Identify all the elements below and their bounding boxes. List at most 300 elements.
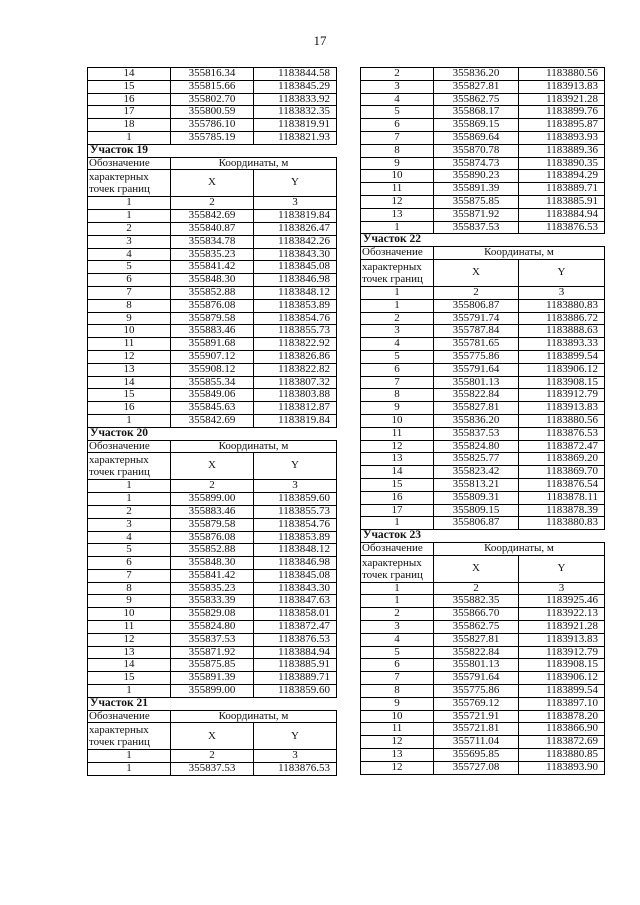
point-number: 11 <box>361 183 434 196</box>
table-row <box>361 440 605 453</box>
column-number: 1 <box>361 582 434 595</box>
point-number: 11 <box>361 723 434 736</box>
point-number: 1 <box>88 414 171 427</box>
coordinate-x: 355711.04 <box>434 736 519 749</box>
coordinate-y: 1183880.83 <box>519 299 605 312</box>
table-row <box>361 93 605 106</box>
coordinate-x: 355849.06 <box>171 389 254 402</box>
x-column-header: X <box>434 555 519 582</box>
coordinate-x: 355822.84 <box>434 646 519 659</box>
table-row <box>361 453 605 466</box>
point-number: 13 <box>361 208 434 221</box>
table-row <box>88 557 337 570</box>
coordinate-y: 1183855.73 <box>254 505 337 518</box>
coordinate-y: 1183819.91 <box>254 119 337 132</box>
coordinate-y: 1183866.90 <box>519 723 605 736</box>
table-row <box>88 518 337 531</box>
coordinate-x: 355890.23 <box>434 170 519 183</box>
coordinate-x: 355775.86 <box>434 350 519 363</box>
coordinate-y: 1183846.98 <box>254 557 337 570</box>
coordinate-x: 355801.13 <box>434 659 519 672</box>
point-number: 7 <box>88 569 171 582</box>
coordinate-x: 355775.86 <box>434 685 519 698</box>
table-row <box>361 414 605 427</box>
coordinate-x: 355869.15 <box>434 119 519 132</box>
coordinate-y: 1183889.71 <box>519 183 605 196</box>
coordinate-y: 1183908.15 <box>519 376 605 389</box>
column-number: 2 <box>171 197 254 210</box>
point-number: 10 <box>361 170 434 183</box>
coordinate-x: 355866.70 <box>434 608 519 621</box>
designation-header: Обозначение <box>88 157 171 170</box>
coordinate-y: 1183876.54 <box>519 478 605 491</box>
y-column-header: Y <box>519 555 605 582</box>
point-number: 12 <box>361 761 434 774</box>
coordinate-x: 355899.00 <box>171 493 254 506</box>
section-title-row <box>361 234 605 247</box>
coordinate-y: 1183853.89 <box>254 299 337 312</box>
point-number: 1 <box>88 685 171 698</box>
table-row <box>88 80 337 93</box>
y-column-header: Y <box>254 723 337 750</box>
right-column <box>360 67 605 775</box>
coordinate-x: 355813.21 <box>434 478 519 491</box>
table-row <box>88 402 337 415</box>
table-row <box>88 621 337 634</box>
table-row <box>361 621 605 634</box>
coordinate-y: 1183876.53 <box>519 221 605 234</box>
coordinate-x: 355835.23 <box>171 582 254 595</box>
coordinate-x: 355695.85 <box>434 749 519 762</box>
coordinate-y: 1183884.94 <box>519 208 605 221</box>
coordinate-x: 355833.39 <box>171 595 254 608</box>
table-row <box>361 736 605 749</box>
column-number: 3 <box>254 197 337 210</box>
point-number: 5 <box>88 544 171 557</box>
table-row <box>361 504 605 517</box>
table-row <box>361 761 605 774</box>
column-number: 2 <box>171 480 254 493</box>
column-number: 1 <box>361 286 434 299</box>
y-column-header: Y <box>254 453 337 480</box>
coordinate-y: 1183906.12 <box>519 672 605 685</box>
x-column-header: X <box>171 170 254 197</box>
table-row <box>361 68 605 81</box>
table-row <box>88 493 337 506</box>
point-number: 16 <box>361 491 434 504</box>
coordinate-y: 1183847.63 <box>254 595 337 608</box>
column-number: 3 <box>254 480 337 493</box>
coordinate-y: 1183869.70 <box>519 466 605 479</box>
point-number: 8 <box>88 299 171 312</box>
designation-header: Обозначение <box>361 247 434 260</box>
coordinate-y: 1183899.54 <box>519 350 605 363</box>
table-row <box>361 402 605 415</box>
table-row <box>88 338 337 351</box>
coordinate-y: 1183878.39 <box>519 504 605 517</box>
point-number: 12 <box>361 195 434 208</box>
coordinate-x: 355721.81 <box>434 723 519 736</box>
coordinate-y: 1183822.92 <box>254 338 337 351</box>
coordinate-y: 1183872.69 <box>519 736 605 749</box>
coordinate-y: 1183854.76 <box>254 518 337 531</box>
coordinate-x: 355875.85 <box>171 659 254 672</box>
x-column-header: X <box>171 723 254 750</box>
table-row <box>88 222 337 235</box>
coordinate-y: 1183845.29 <box>254 80 337 93</box>
column-number: 1 <box>88 750 171 763</box>
header-row <box>88 453 337 480</box>
point-number: 10 <box>361 414 434 427</box>
coordinate-y: 1183872.47 <box>519 440 605 453</box>
coordinate-x: 355791.74 <box>434 312 519 325</box>
coordinate-y: 1183846.98 <box>254 274 337 287</box>
column-number: 2 <box>434 286 519 299</box>
table-row <box>88 672 337 685</box>
point-number: 7 <box>361 672 434 685</box>
point-number: 14 <box>88 659 171 672</box>
table-row <box>361 325 605 338</box>
coordinate-x: 355824.80 <box>171 621 254 634</box>
coordinate-y: 1183845.08 <box>254 569 337 582</box>
point-number: 14 <box>88 68 171 81</box>
coordinate-y: 1183921.28 <box>519 93 605 106</box>
coordinate-x: 355882.35 <box>434 595 519 608</box>
coordinate-y: 1183925.46 <box>519 595 605 608</box>
coordinate-y: 1183848.12 <box>254 286 337 299</box>
y-column-header: Y <box>519 259 605 286</box>
point-number: 15 <box>361 478 434 491</box>
table-row <box>361 517 605 530</box>
designation-subheader <box>88 170 171 197</box>
point-number: 1 <box>361 221 434 234</box>
table-row <box>88 595 337 608</box>
point-number: 1 <box>88 131 171 144</box>
point-number: 12 <box>361 736 434 749</box>
coordinate-x: 355869.64 <box>434 131 519 144</box>
table-row <box>361 312 605 325</box>
coordinate-x: 355822.84 <box>434 389 519 402</box>
designation-line: точек границ <box>362 272 423 285</box>
table-row <box>361 466 605 479</box>
point-number: 7 <box>88 286 171 299</box>
coordinate-y: 1183821.93 <box>254 131 337 144</box>
x-column-header: X <box>171 453 254 480</box>
coordinate-x: 355809.31 <box>434 491 519 504</box>
coordinates-header: Координаты, м <box>434 247 605 260</box>
coordinate-y: 1183843.30 <box>254 582 337 595</box>
designation-line: характерных <box>89 454 149 467</box>
point-number: 5 <box>361 106 434 119</box>
coordinate-y: 1183885.91 <box>254 659 337 672</box>
table-row <box>88 299 337 312</box>
point-number: 9 <box>88 595 171 608</box>
coordinate-x: 355825.77 <box>434 453 519 466</box>
table-row <box>88 68 337 81</box>
coordinate-y: 1183890.35 <box>519 157 605 170</box>
column-number: 3 <box>519 582 605 595</box>
coordinate-y: 1183869.20 <box>519 453 605 466</box>
coordinate-y: 1183845.08 <box>254 261 337 274</box>
coordinate-x: 355801.13 <box>434 376 519 389</box>
coordinate-y: 1183853.89 <box>254 531 337 544</box>
coordinate-y: 1183844.58 <box>254 68 337 81</box>
coordinate-x: 355791.64 <box>434 363 519 376</box>
table-row <box>88 325 337 338</box>
table-row <box>361 697 605 710</box>
column-number-row <box>88 197 337 210</box>
point-number: 8 <box>88 582 171 595</box>
table-row <box>88 119 337 132</box>
coordinate-x: 355769.12 <box>434 697 519 710</box>
table-row <box>88 505 337 518</box>
coordinate-x: 355800.59 <box>171 106 254 119</box>
point-number: 5 <box>88 261 171 274</box>
coordinate-y: 1183897.10 <box>519 697 605 710</box>
table-row <box>88 633 337 646</box>
point-number: 11 <box>88 621 171 634</box>
coordinate-x: 355891.68 <box>171 338 254 351</box>
coordinate-y: 1183803.88 <box>254 389 337 402</box>
table-row <box>361 389 605 402</box>
coordinate-y: 1183889.71 <box>254 672 337 685</box>
point-number: 2 <box>361 312 434 325</box>
table-row <box>88 286 337 299</box>
table-row <box>88 350 337 363</box>
coordinate-x: 355834.78 <box>171 235 254 248</box>
designation-subheader <box>88 723 171 750</box>
coordinate-x: 355786.10 <box>171 119 254 132</box>
point-number: 16 <box>88 93 171 106</box>
coordinate-x: 355727.08 <box>434 761 519 774</box>
table-row <box>361 685 605 698</box>
coordinates-header: Координаты, м <box>434 542 605 555</box>
table-row <box>88 685 337 698</box>
table-row <box>361 195 605 208</box>
table-row <box>361 491 605 504</box>
coordinates-header: Координаты, м <box>171 710 337 723</box>
point-number: 4 <box>361 338 434 351</box>
header-row <box>361 247 605 260</box>
left-column <box>87 67 337 776</box>
column-number-row <box>88 480 337 493</box>
table-row <box>88 376 337 389</box>
table-row <box>88 569 337 582</box>
coordinate-y: 1183812.87 <box>254 402 337 415</box>
point-number: 9 <box>361 697 434 710</box>
coordinate-x: 355837.53 <box>434 221 519 234</box>
coordinate-x: 355841.42 <box>171 261 254 274</box>
coordinate-x: 355874.73 <box>434 157 519 170</box>
coordinate-y: 1183876.53 <box>254 633 337 646</box>
point-number: 6 <box>88 274 171 287</box>
point-number: 14 <box>361 466 434 479</box>
coordinate-y: 1183876.53 <box>254 763 337 776</box>
coordinate-y: 1183912.79 <box>519 389 605 402</box>
coordinate-x: 355809.15 <box>434 504 519 517</box>
header-row <box>88 170 337 197</box>
coordinate-y: 1183855.73 <box>254 325 337 338</box>
coordinate-x: 355721.91 <box>434 710 519 723</box>
point-number: 9 <box>88 312 171 325</box>
point-number: 3 <box>88 235 171 248</box>
coordinate-x: 355802.70 <box>171 93 254 106</box>
coordinate-x: 355836.20 <box>434 68 519 81</box>
coordinate-x: 355806.87 <box>434 299 519 312</box>
coordinate-y: 1183848.12 <box>254 544 337 557</box>
coordinate-y: 1183876.53 <box>519 427 605 440</box>
section-title-row <box>88 697 337 710</box>
point-number: 8 <box>361 685 434 698</box>
coordinate-x: 355827.81 <box>434 633 519 646</box>
point-number: 6 <box>361 659 434 672</box>
point-number: 17 <box>361 504 434 517</box>
coordinate-y: 1183921.28 <box>519 621 605 634</box>
table-row <box>88 210 337 223</box>
designation-subheader <box>361 259 434 286</box>
point-number: 4 <box>88 248 171 261</box>
header-row <box>88 440 337 453</box>
section-title: Участок 23 <box>361 530 605 543</box>
page-number: 17 <box>313 33 327 48</box>
designation-header: Обозначение <box>361 542 434 555</box>
table-row <box>88 248 337 261</box>
column-number: 3 <box>519 286 605 299</box>
y-column-header: Y <box>254 170 337 197</box>
coordinate-y: 1183886.72 <box>519 312 605 325</box>
table-row <box>88 106 337 119</box>
table-row <box>88 544 337 557</box>
coordinate-x: 355871.92 <box>171 646 254 659</box>
point-number: 2 <box>88 222 171 235</box>
point-number: 1 <box>88 763 171 776</box>
table-row <box>88 131 337 144</box>
table-row <box>88 608 337 621</box>
coordinate-x: 355855.34 <box>171 376 254 389</box>
coordinate-x: 355841.42 <box>171 569 254 582</box>
point-number: 4 <box>88 531 171 544</box>
coordinate-y: 1183893.33 <box>519 338 605 351</box>
coordinate-y: 1183908.15 <box>519 659 605 672</box>
coordinate-y: 1183807.32 <box>254 376 337 389</box>
coordinate-y: 1183854.76 <box>254 312 337 325</box>
table-row <box>361 131 605 144</box>
coordinate-x: 355870.78 <box>434 144 519 157</box>
point-number: 15 <box>88 389 171 402</box>
coordinate-x: 355829.08 <box>171 608 254 621</box>
coordinate-y: 1183899.54 <box>519 685 605 698</box>
point-number: 6 <box>88 557 171 570</box>
point-number: 7 <box>361 131 434 144</box>
designation-line: характерных <box>89 171 149 184</box>
point-number: 13 <box>88 363 171 376</box>
point-number: 5 <box>361 350 434 363</box>
coordinate-y: 1183858.01 <box>254 608 337 621</box>
point-number: 10 <box>361 710 434 723</box>
coordinate-x: 355862.75 <box>434 621 519 634</box>
table-row <box>361 221 605 234</box>
coordinate-y: 1183899.76 <box>519 106 605 119</box>
table-row <box>88 274 337 287</box>
coordinate-x: 355908.12 <box>171 363 254 376</box>
coordinate-x: 355876.08 <box>171 299 254 312</box>
table-row <box>361 608 605 621</box>
point-number: 17 <box>88 106 171 119</box>
coordinate-x: 355816.34 <box>171 68 254 81</box>
table-row <box>88 414 337 427</box>
table-row <box>361 376 605 389</box>
table-row <box>361 723 605 736</box>
coordinate-x: 355842.69 <box>171 414 254 427</box>
coordinate-x: 355837.53 <box>434 427 519 440</box>
designation-line: точек границ <box>362 568 423 581</box>
table-row <box>88 261 337 274</box>
point-number: 13 <box>88 646 171 659</box>
coordinate-y: 1183889.36 <box>519 144 605 157</box>
coordinate-x: 355875.85 <box>434 195 519 208</box>
section-title: Участок 22 <box>361 234 605 247</box>
header-row <box>88 157 337 170</box>
table-row <box>361 338 605 351</box>
coordinate-y: 1183888.63 <box>519 325 605 338</box>
point-number: 12 <box>88 633 171 646</box>
coordinate-y: 1183878.11 <box>519 491 605 504</box>
point-number: 9 <box>361 402 434 415</box>
table-row <box>361 672 605 685</box>
point-number: 8 <box>361 144 434 157</box>
point-number: 16 <box>88 402 171 415</box>
point-number: 2 <box>88 505 171 518</box>
coordinate-y: 1183912.79 <box>519 646 605 659</box>
coordinate-x: 355827.81 <box>434 402 519 415</box>
coordinate-x: 355791.64 <box>434 672 519 685</box>
column-number: 1 <box>88 480 171 493</box>
coordinate-y: 1183819.84 <box>254 414 337 427</box>
coordinate-x: 355835.23 <box>171 248 254 261</box>
coordinate-y: 1183859.60 <box>254 685 337 698</box>
table-row <box>361 106 605 119</box>
table-row <box>88 235 337 248</box>
point-number: 5 <box>361 646 434 659</box>
point-number: 8 <box>361 389 434 402</box>
coordinate-x: 355848.30 <box>171 557 254 570</box>
coordinate-x: 355824.80 <box>434 440 519 453</box>
point-number: 4 <box>361 93 434 106</box>
table-row <box>88 93 337 106</box>
coordinate-x: 355899.00 <box>171 685 254 698</box>
coordinate-x: 355883.46 <box>171 505 254 518</box>
point-number: 3 <box>361 621 434 634</box>
designation-line: характерных <box>362 260 422 273</box>
table-row <box>361 478 605 491</box>
point-number: 4 <box>361 633 434 646</box>
table-row <box>88 582 337 595</box>
table-row <box>361 144 605 157</box>
point-number: 10 <box>88 608 171 621</box>
x-column-header: X <box>434 259 519 286</box>
coordinate-x: 355806.87 <box>434 517 519 530</box>
table-row <box>88 659 337 672</box>
coordinate-x: 355781.65 <box>434 338 519 351</box>
coordinate-y: 1183893.90 <box>519 761 605 774</box>
designation-header: Обозначение <box>88 710 171 723</box>
table-row <box>361 595 605 608</box>
table-row <box>88 363 337 376</box>
coordinate-y: 1183833.92 <box>254 93 337 106</box>
coordinate-y: 1183859.60 <box>254 493 337 506</box>
table-row <box>361 363 605 376</box>
table-row <box>88 312 337 325</box>
